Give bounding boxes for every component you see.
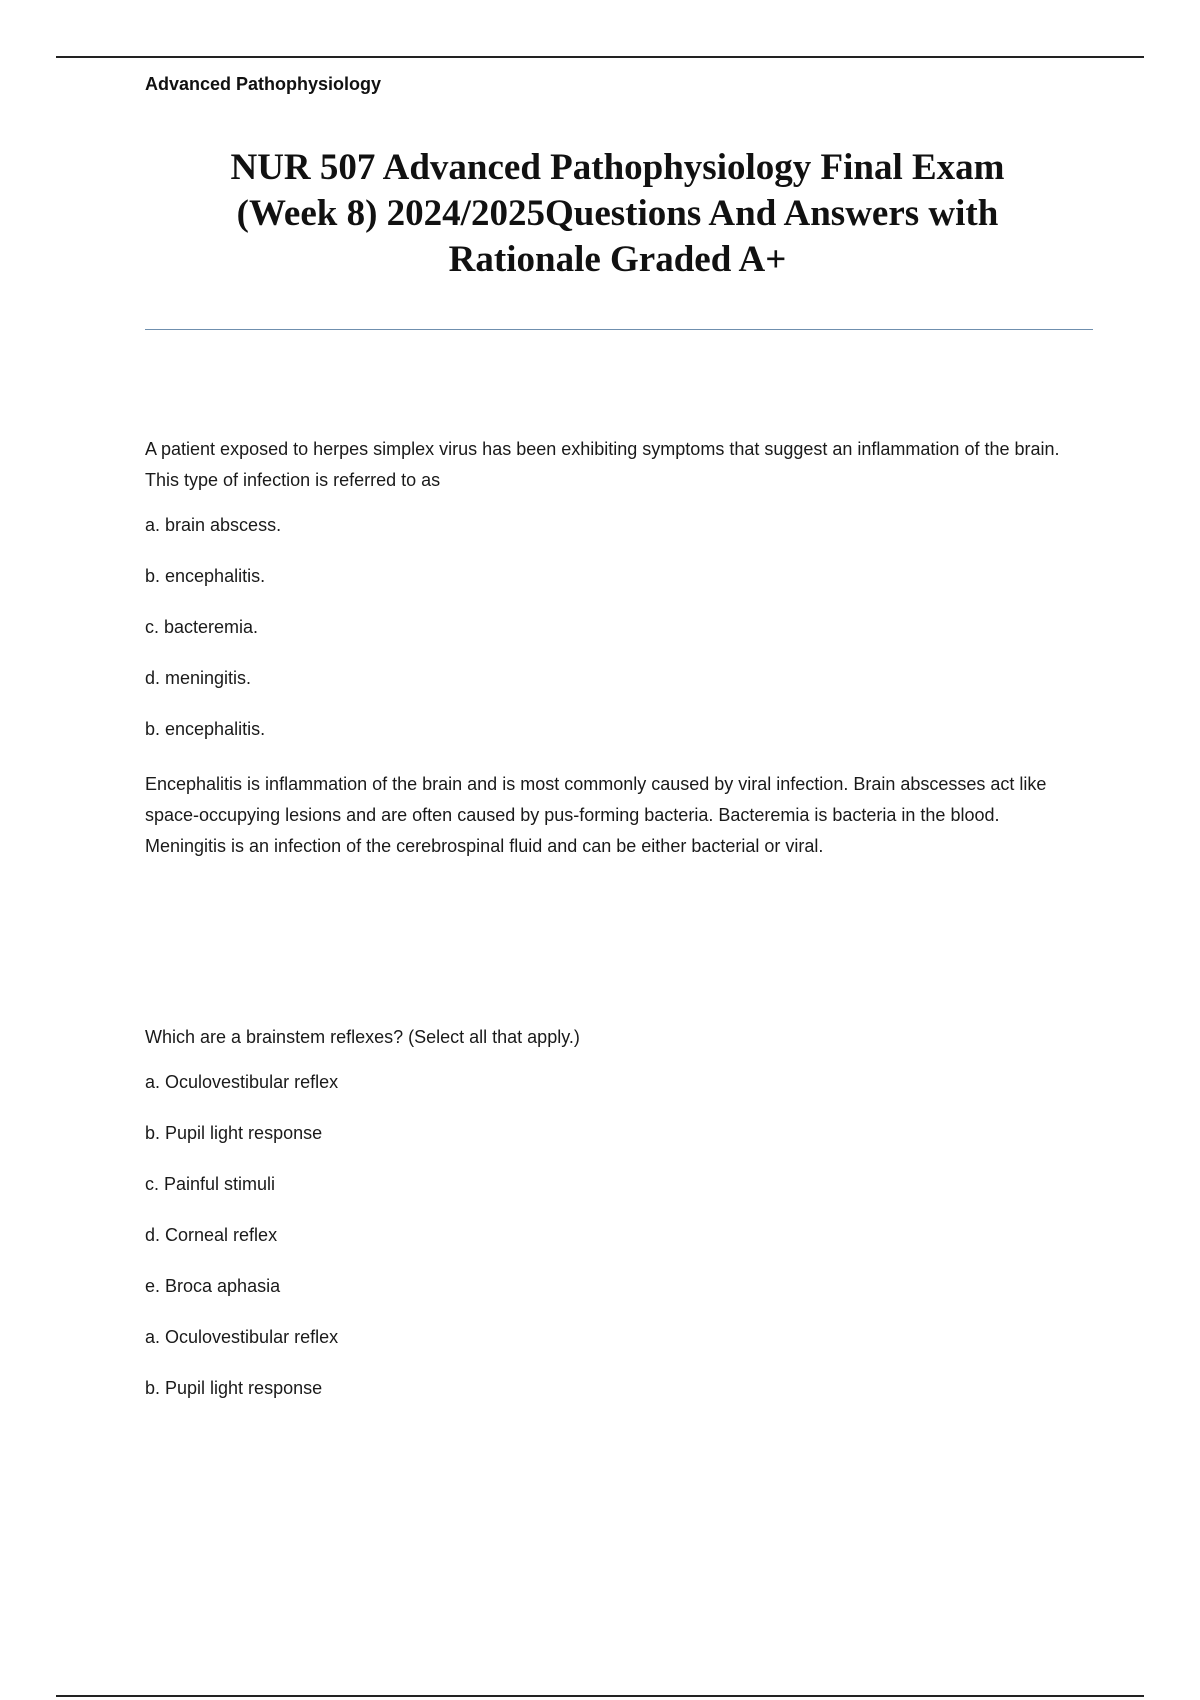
title-divider <box>145 329 1093 330</box>
answer-option: a. brain abscess. <box>145 515 282 535</box>
top-page-rule <box>56 56 1144 58</box>
question-stem: Which are a brainstem reflexes? (Select all that apply.) <box>145 1027 580 1047</box>
answer-option: b. encephalitis. <box>145 566 266 586</box>
answer-option: b. Pupil light response <box>145 1123 323 1143</box>
answer-option: d. Corneal reflex <box>145 1225 278 1245</box>
document-title <box>145 145 1090 283</box>
question-block-2 <box>145 1022 1085 1428</box>
rationale: Encephalitis is inflammation of the brain and is most commonly caused by viral infection. Brain abscesses act like space-occupying lesions and are often caused by pus-forming bacteria. Bacteremia is bacteria in the blood. Meningitis is an infection of the cerebrospinal fluid and can be either bacterial or viral. <box>145 774 1047 856</box>
question-stem: A patient exposed to herpes simplex virus has been exhibiting symptoms that suggest an inflammation of the brain. This type of infection is referred to as <box>145 439 1060 490</box>
correct-answer: b. Pupil light response <box>145 1378 323 1398</box>
answer-option: d. meningitis. <box>145 668 252 688</box>
title-line: (Week 8) 2024/2025Questions And Answers with <box>236 193 999 234</box>
answer-option: a. Oculovestibular reflex <box>145 1072 339 1092</box>
correct-answer: b. encephalitis. <box>145 719 266 739</box>
answer-option: c. Painful stimuli <box>145 1174 276 1194</box>
running-header: Advanced Pathophysiology <box>145 74 382 94</box>
answer-option: e. Broca aphasia <box>145 1276 281 1296</box>
title-line: Rationale Graded A+ <box>448 239 787 280</box>
question-block-1 <box>145 434 1085 862</box>
correct-answer: a. Oculovestibular reflex <box>145 1327 339 1347</box>
answer-option: c. bacteremia. <box>145 617 259 637</box>
bottom-page-rule <box>56 1695 1144 1697</box>
title-line: NUR 507 Advanced Pathophysiology Final Exam <box>230 147 1005 188</box>
